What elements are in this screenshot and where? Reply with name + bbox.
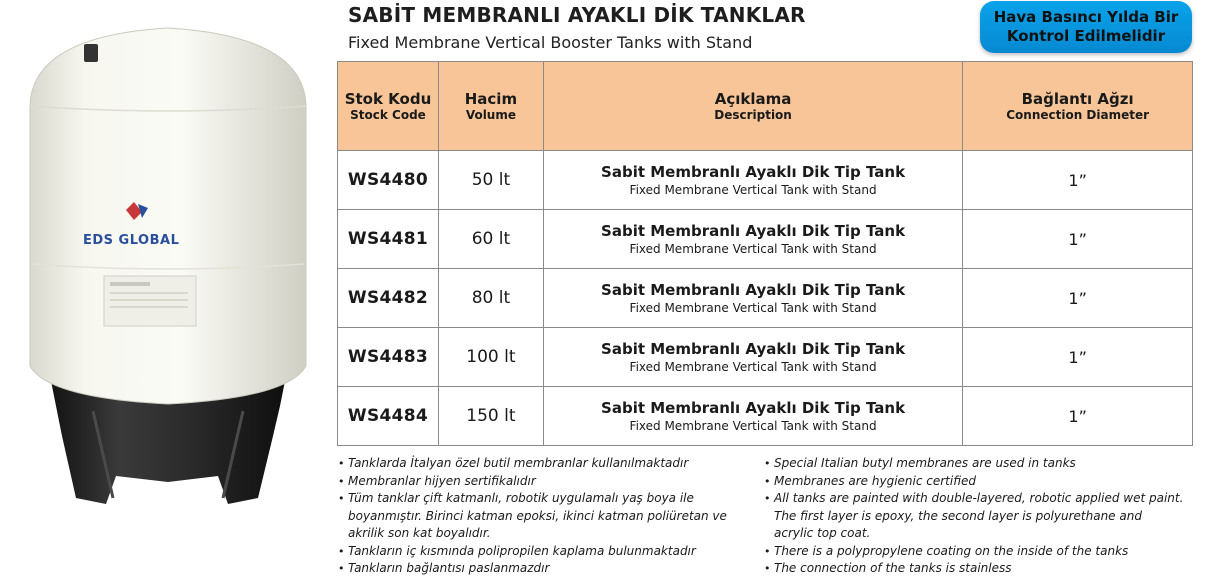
list-item: • Tanklarda İtalyan özel butil membranlar kullanılmaktadır <box>338 455 738 473</box>
stock-code-cell: WS4484 <box>338 387 439 446</box>
description-cell <box>543 151 962 210</box>
page-subtitle: Fixed Membrane Vertical Booster Tanks with Stand <box>348 33 753 52</box>
header-sublabel: Description <box>714 107 792 122</box>
header-sublabel: Volume <box>465 107 516 122</box>
list-item: • Tüm tanklar çift katmanlı, robotik uygulamalı yaş boya ile boyanmıştır. Birinci katman epoksi, ikinci katman poliüretan ve akrilik son kat boyalıdır. <box>338 490 738 543</box>
table-row <box>338 269 1193 328</box>
list-item: • There is a polypropylene coating on the inside of the tanks <box>764 543 1184 561</box>
connection-cell: 1” <box>963 210 1193 269</box>
header-connection <box>963 62 1193 151</box>
air-pressure-notice-badge <box>980 1 1192 53</box>
list-item: • The connection of the tanks is stainless <box>764 560 1184 578</box>
header-description <box>543 62 962 151</box>
table-row <box>338 210 1193 269</box>
description-en: Fixed Membrane Vertical Tank with Stand <box>629 359 877 374</box>
header-volume <box>438 62 543 151</box>
list-item: • Tankların iç kısmında polipropilen kaplama bulunmaktadır <box>338 543 738 561</box>
notes-turkish <box>338 455 738 578</box>
connection-cell: 1” <box>963 269 1193 328</box>
logo-text: EDS GLOBAL <box>83 233 180 248</box>
list-item: • All tanks are painted with double-layered, robotic applied wet paint. The first layer is epoxy, the second layer is polyurethane and acrylic top coat. <box>764 490 1184 543</box>
description-tr: Sabit Membranlı Ayaklı Dik Tip Tank <box>601 280 906 299</box>
description-tr: Sabit Membranlı Ayaklı Dik Tip Tank <box>601 398 906 417</box>
description-tr: Sabit Membranlı Ayaklı Dik Tip Tank <box>601 162 906 181</box>
volume-cell: 60 lt <box>438 210 543 269</box>
volume-cell: 100 lt <box>438 328 543 387</box>
volume-cell: 150 lt <box>438 387 543 446</box>
stock-code-cell: WS4483 <box>338 328 439 387</box>
volume-cell: 80 lt <box>438 269 543 328</box>
table-row <box>338 387 1193 446</box>
table-row <box>338 328 1193 387</box>
table-row <box>338 151 1193 210</box>
description-cell <box>543 210 962 269</box>
stock-code-cell: WS4481 <box>338 210 439 269</box>
header-sublabel: Connection Diameter <box>1006 107 1150 122</box>
header-label: Açıklama <box>714 89 792 108</box>
description-tr: Sabit Membranlı Ayaklı Dik Tip Tank <box>601 339 906 358</box>
header-stock-code <box>338 62 439 151</box>
connection-cell: 1” <box>963 151 1193 210</box>
table-header-row <box>338 62 1193 151</box>
connection-cell: 1” <box>963 328 1193 387</box>
header-label: Bağlantı Ağzı <box>1021 89 1134 108</box>
description-cell <box>543 328 962 387</box>
description-en: Fixed Membrane Vertical Tank with Stand <box>629 182 877 197</box>
description-en: Fixed Membrane Vertical Tank with Stand <box>629 241 877 256</box>
volume-cell: 50 lt <box>438 151 543 210</box>
header-sublabel: Stock Code <box>350 107 426 122</box>
description-en: Fixed Membrane Vertical Tank with Stand <box>629 300 877 315</box>
badge-line-1: Hava Basıncı Yılda Bir <box>993 8 1179 26</box>
header-label: Stok Kodu <box>344 89 432 108</box>
description-cell <box>543 269 962 328</box>
badge-line-2: Kontrol Edilmelidir <box>1006 27 1166 45</box>
product-spec-table <box>337 61 1193 446</box>
list-item: • Special Italian butyl membranes are used in tanks <box>764 455 1184 473</box>
description-en: Fixed Membrane Vertical Tank with Stand <box>629 418 877 433</box>
list-item: • Membranes are hygienic certified <box>764 473 1184 491</box>
list-item: • Tankların bağlantısı paslanmazdır <box>338 560 738 578</box>
tank-product-image <box>18 6 318 512</box>
list-item: • Membranlar hijyen sertifikalıdır <box>338 473 738 491</box>
header-label: Hacim <box>464 89 518 108</box>
stock-code-cell: WS4482 <box>338 269 439 328</box>
description-cell <box>543 387 962 446</box>
description-tr: Sabit Membranlı Ayaklı Dik Tip Tank <box>601 221 906 240</box>
notes-english <box>764 455 1184 578</box>
stock-code-cell: WS4480 <box>338 151 439 210</box>
connection-cell: 1” <box>963 387 1193 446</box>
page-title: SABİT MEMBRANLI AYAKLI DİK TANKLAR <box>348 3 806 27</box>
